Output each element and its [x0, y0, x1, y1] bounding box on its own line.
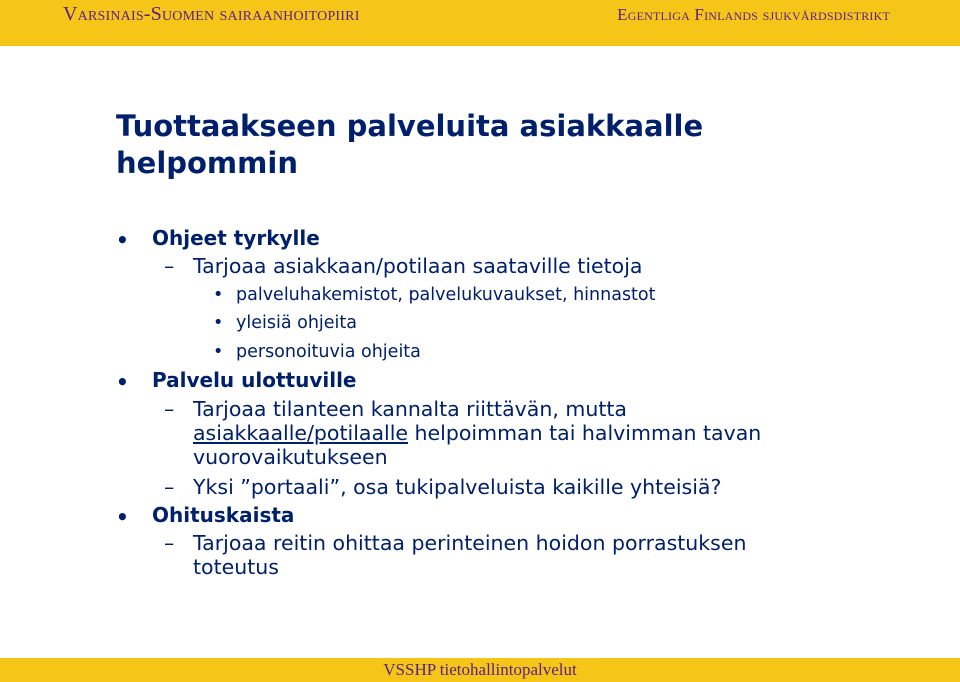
- bullet-icon: •: [213, 285, 224, 305]
- bullet-ohituskaista: Ohituskaista: [152, 503, 295, 527]
- bullet-palvelu-ulottuville: Palvelu ulottuville: [152, 368, 357, 392]
- bullet-icon: •: [116, 505, 129, 529]
- item-yleisia-ohjeita: yleisiä ohjeita: [236, 313, 357, 333]
- slide-title: Tuottaakseen palveluita asiakkaalle helpommin: [116, 109, 704, 180]
- footer-text: VSSHP tietohallintopalvelut: [383, 660, 577, 679]
- bullet-icon: •: [116, 370, 129, 394]
- bullet-icon: •: [116, 228, 129, 252]
- sub-bullet-tarjoaa-tilanteen-line2: [193, 421, 761, 445]
- header-band: [0, 0, 960, 46]
- sub-bullet-tarjoaa-tilanteen-line1: Tarjoaa tilanteen kannalta riittävän, mutta: [193, 397, 627, 421]
- dash-icon: –: [164, 254, 175, 278]
- line2-rest: helpoimman tai halvimman tavan: [408, 421, 762, 445]
- header-org-name-fi: Varsinais-Suomen sairaanhoitopiiri: [63, 3, 360, 25]
- underlined-asiakkaalle-potilaalle: asiakkaalle/potilaalle: [193, 421, 409, 445]
- header-org-name-sv: Egentliga Finlands sjukvårdsdistrikt: [617, 5, 890, 24]
- bullet-ohjeet-tyrkylle: Ohjeet tyrkylle: [152, 226, 320, 250]
- sub-bullet-ohittaa-line2: toteutus: [193, 555, 279, 579]
- footer-band: [0, 658, 960, 682]
- sub-bullet-yksi-portaali: Yksi ”portaali”, osa tukipalveluista kaikille yhteisiä?: [193, 475, 722, 499]
- sub-bullet-tarjoaa-tilanteen-line3: vuorovaikutukseen: [193, 445, 388, 469]
- dash-icon: –: [164, 475, 175, 499]
- bullet-icon: •: [213, 342, 224, 362]
- sub-bullet-ohittaa-line1: Tarjoaa reitin ohittaa perinteinen hoidon porrastuksen: [193, 531, 747, 555]
- sub-bullet-tarjoaa-tietoja: Tarjoaa asiakkaan/potilaan saataville tietoja: [193, 254, 643, 278]
- item-personoituvia-ohjeita: personoituvia ohjeita: [236, 342, 421, 362]
- bullet-icon: •: [213, 313, 224, 333]
- dash-icon: –: [164, 397, 175, 421]
- dash-icon: –: [164, 531, 175, 555]
- item-palveluhakemistot: palveluhakemistot, palvelukuvaukset, hinnastot: [236, 285, 656, 305]
